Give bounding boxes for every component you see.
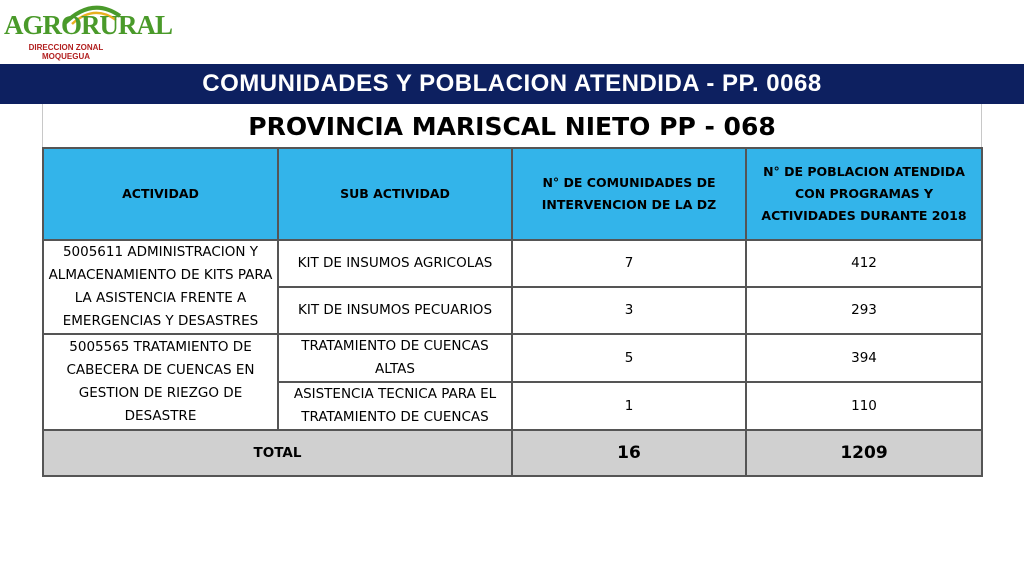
title-bar: COMUNIDADES Y POBLACION ATENDIDA - PP. 0068 [0,64,1024,104]
header-actividad: ACTIVIDAD [43,148,278,240]
total-comunidades: 16 [512,430,746,476]
table-row [43,240,982,287]
agrorural-logo [4,2,173,61]
logo-sub-line1: DIRECCION ZONAL [28,43,104,52]
actividad-cell: 5005565 TRATAMIENTO DE CABECERA DE CUENCAS EN GESTION DE RIEZGO DE DESASTRE [43,334,278,430]
comunidades-cell: 3 [512,287,746,334]
comunidades-cell: 5 [512,334,746,382]
sub-actividad-cell: KIT DE INSUMOS PECUARIOS [278,287,512,334]
header-sub-actividad: SUB ACTIVIDAD [278,148,512,240]
logo-subtitle [18,43,114,61]
total-row [43,430,982,476]
poblacion-cell: 412 [746,240,982,287]
poblacion-cell: 394 [746,334,982,382]
total-poblacion: 1209 [746,430,982,476]
header-poblacion: N° DE POBLACION ATENDIDA CON PROGRAMAS Y ACTIVIDADES DURANTE 2018 [746,148,982,240]
logo-brand-left: AGRO [4,10,81,40]
sub-actividad-cell: KIT DE INSUMOS AGRICOLAS [278,240,512,287]
poblacion-cell: 293 [746,287,982,334]
logo-sub-line2: MOQUEGUA [42,52,90,61]
logo-brand-right: RURAL [81,10,173,40]
sub-actividad-cell: ASISTENCIA TECNICA PARA EL TRATAMIENTO DE CUENCAS [278,382,512,430]
data-table [42,147,983,477]
table-row [43,334,982,382]
comunidades-cell: 1 [512,382,746,430]
table-header-row [43,148,982,240]
comunidades-cell: 7 [512,240,746,287]
total-label: TOTAL [43,430,512,476]
logo-wordmark [4,10,172,41]
poblacion-cell: 110 [746,382,982,430]
page-subtitle: PROVINCIA MARISCAL NIETO PP - 068 [248,112,776,141]
header-comunidades: N° DE COMUNIDADES DE INTERVENCION DE LA DZ [512,148,746,240]
actividad-cell: 5005611 ADMINISTRACION Y ALMACENAMIENTO DE KITS PARA LA ASISTENCIA FRENTE A EMERGENCIAS Y DESASTRES [43,240,278,334]
sub-actividad-cell: TRATAMIENTO DE CUENCAS ALTAS [278,334,512,382]
